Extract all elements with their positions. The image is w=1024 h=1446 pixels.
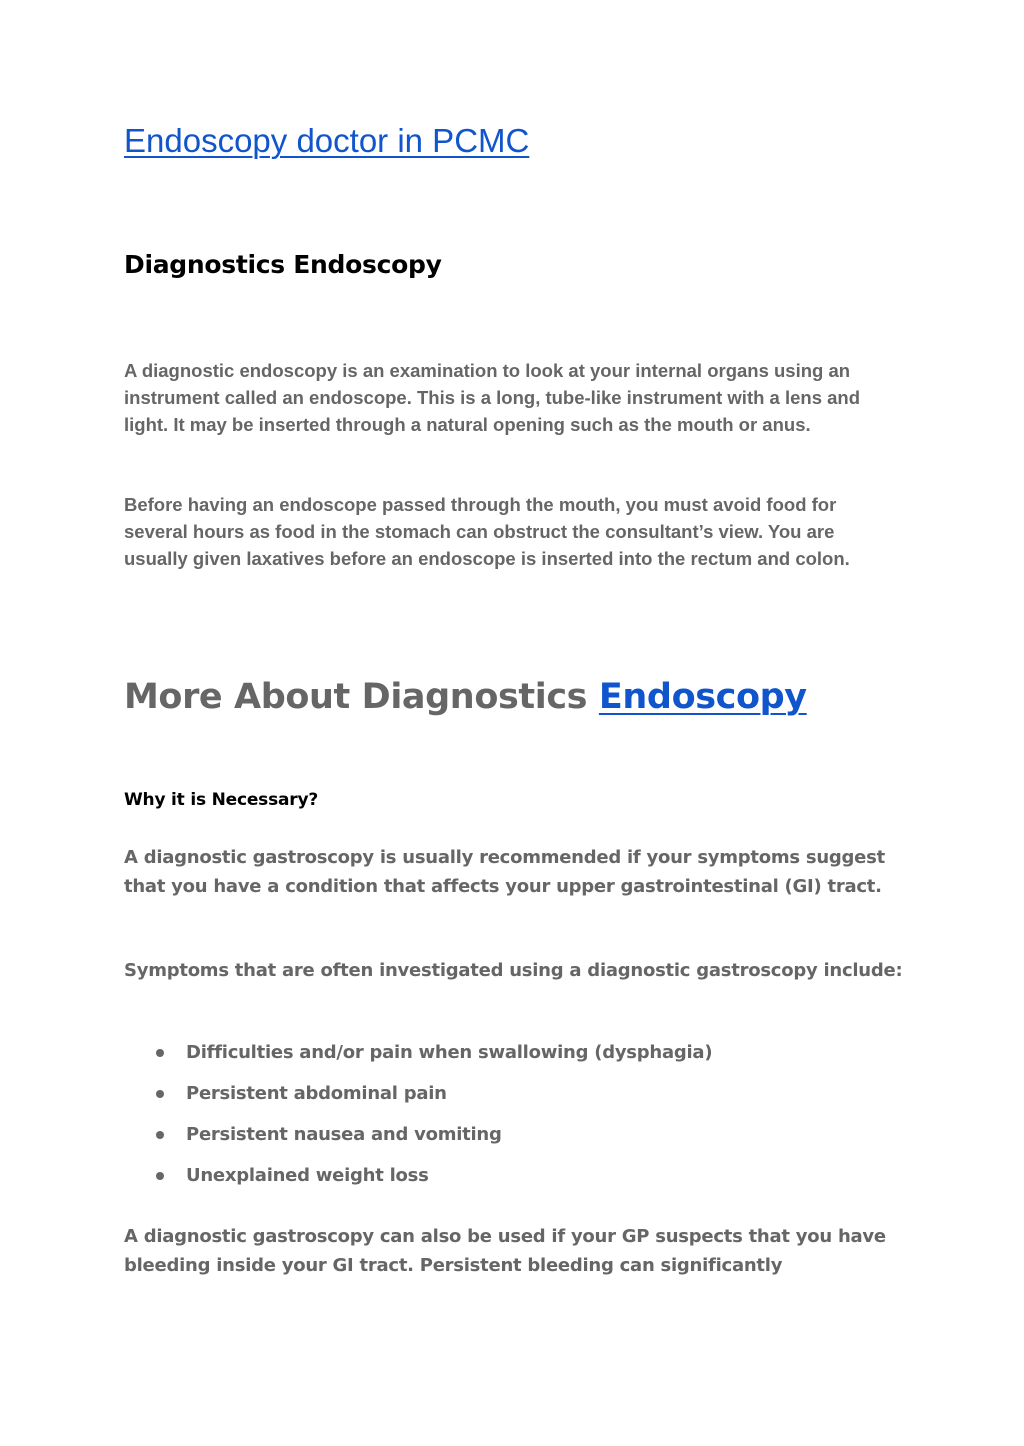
more-about-heading — [124, 677, 807, 717]
intro-paragraph-1: A diagnostic endoscopy is an examination to look at your internal organs using an instrument called an endoscope. This is a long, tube-like instrument with a lens and light. It may be inserted through a natural opening such as the mouth or anus. — [124, 360, 861, 436]
section-heading: Diagnostics Endoscopy — [124, 250, 442, 279]
intro-paragraph-2: Before having an endoscope passed through the mouth, you must avoid food for several hours as food in the stomach can obstruct the consultant’s view. You are usually given laxatives before an endoscope is inserted into the rectum and colon. — [124, 494, 850, 570]
closing-paragraph: A diagnostic gastroscopy can also be used if your GP suspects that you have bleeding inside your GI tract. Persistent bleeding can significantly — [124, 1226, 886, 1276]
body-paragraph-1: A diagnostic gastroscopy is usually recommended if your symptoms suggest that you have a condition that affects your upper gastrointestinal (GI) tract. — [124, 847, 885, 897]
bullet-icon — [156, 1172, 164, 1180]
why-necessary-subheading: Why it is Necessary? — [124, 790, 318, 810]
bullet-icon — [156, 1090, 164, 1098]
body-paragraph-2: Symptoms that are often investigated using a diagnostic gastroscopy include: — [124, 960, 903, 981]
list-item-text: Persistent abdominal pain — [186, 1083, 447, 1104]
more-about-heading-text: More About Diagnostics — [124, 677, 588, 717]
list-item-text: Persistent nausea and vomiting — [186, 1124, 502, 1145]
endoscopy-link[interactable]: Endoscopy — [598, 677, 807, 717]
bullet-icon — [156, 1131, 164, 1139]
list-item-text: Difficulties and/or pain when swallowing (dysphagia) — [186, 1042, 713, 1063]
list-item-text: Unexplained weight loss — [186, 1165, 429, 1186]
bullet-icon — [156, 1049, 164, 1057]
title-link[interactable]: Endoscopy doctor in PCMC — [124, 122, 530, 159]
